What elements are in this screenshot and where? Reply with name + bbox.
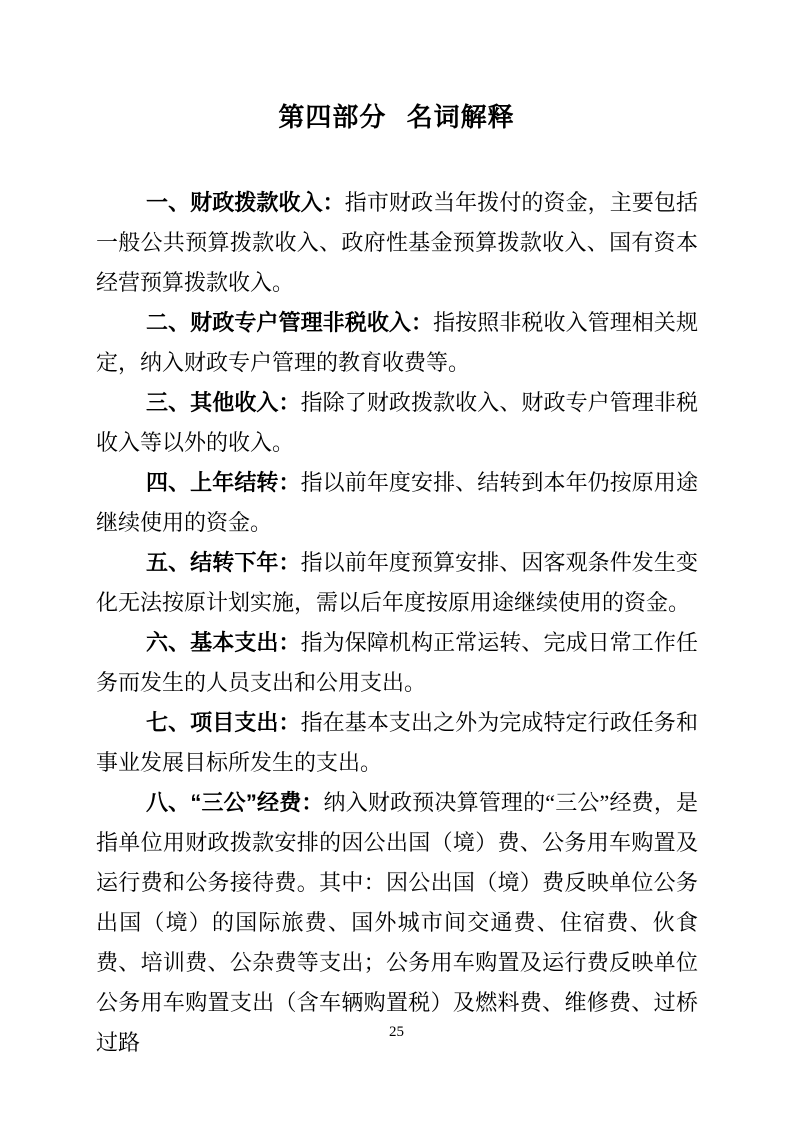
term-label: 二、财政专户管理非税收入： [146, 310, 434, 335]
definition-paragraph [96, 543, 698, 623]
definition-paragraph [96, 623, 698, 703]
term-definition: 纳入财政预决算管理的“三公”经费，是指单位用财政拨款安排的因公出国（境）费、公务用车购置及运行费和公务接待费。其中：因公出国（境）费反映单位公务出国（境）的国际旅费、国外城市间交通费、住宿费、伙食费、培训费、公杂费等支出；公务用车购置及运行费反映单位公务用车购置支出（含车辆购置税）及燃料费、维修费、过桥过路 [96, 790, 698, 1055]
term-label: 七、项目支出： [146, 710, 301, 735]
definition-paragraph [96, 383, 698, 463]
term-label: 六、基本支出： [146, 630, 301, 655]
definition-paragraph [96, 463, 698, 543]
term-definition: 指以前年度安排、结转到本年仍按原用途继续使用的资金。 [96, 470, 698, 535]
term-definition: 指以前年度预算安排、因客观条件发生变化无法按原计划实施，需以后年度按原用途继续使用的资金。 [96, 550, 698, 615]
term-definition: 指在基本支出之外为完成特定行政任务和事业发展目标所发生的支出。 [96, 710, 698, 775]
term-definition: 指按照非税收入管理相关规定，纳入财政专户管理的教育收费等。 [96, 310, 698, 375]
definition-paragraph [96, 183, 698, 303]
term-label: 三、其他收入： [146, 390, 301, 415]
document-body [96, 183, 698, 1063]
term-definition: 指为保障机构正常运转、完成日常工作任务而发生的人员支出和公用支出。 [96, 630, 698, 695]
term-definition: 指除了财政拨款收入、财政专户管理非税收入等以外的收入。 [96, 390, 698, 455]
page-title: 第四部分 名词解释 [278, 102, 515, 132]
page-number: 25 [389, 1024, 404, 1040]
definition-paragraph [96, 703, 698, 783]
term-label: 五、结转下年： [146, 550, 301, 575]
definition-paragraph [96, 303, 698, 383]
term-definition: 指市财政当年拨付的资金，主要包括一般公共预算拨款收入、政府性基金预算拨款收入、国有资本经营预算拨款收入。 [96, 190, 698, 295]
term-label: 一、财政拨款收入： [146, 190, 345, 215]
term-label: 四、上年结转： [146, 470, 301, 495]
term-label: 八、“三公”经费： [146, 790, 324, 815]
